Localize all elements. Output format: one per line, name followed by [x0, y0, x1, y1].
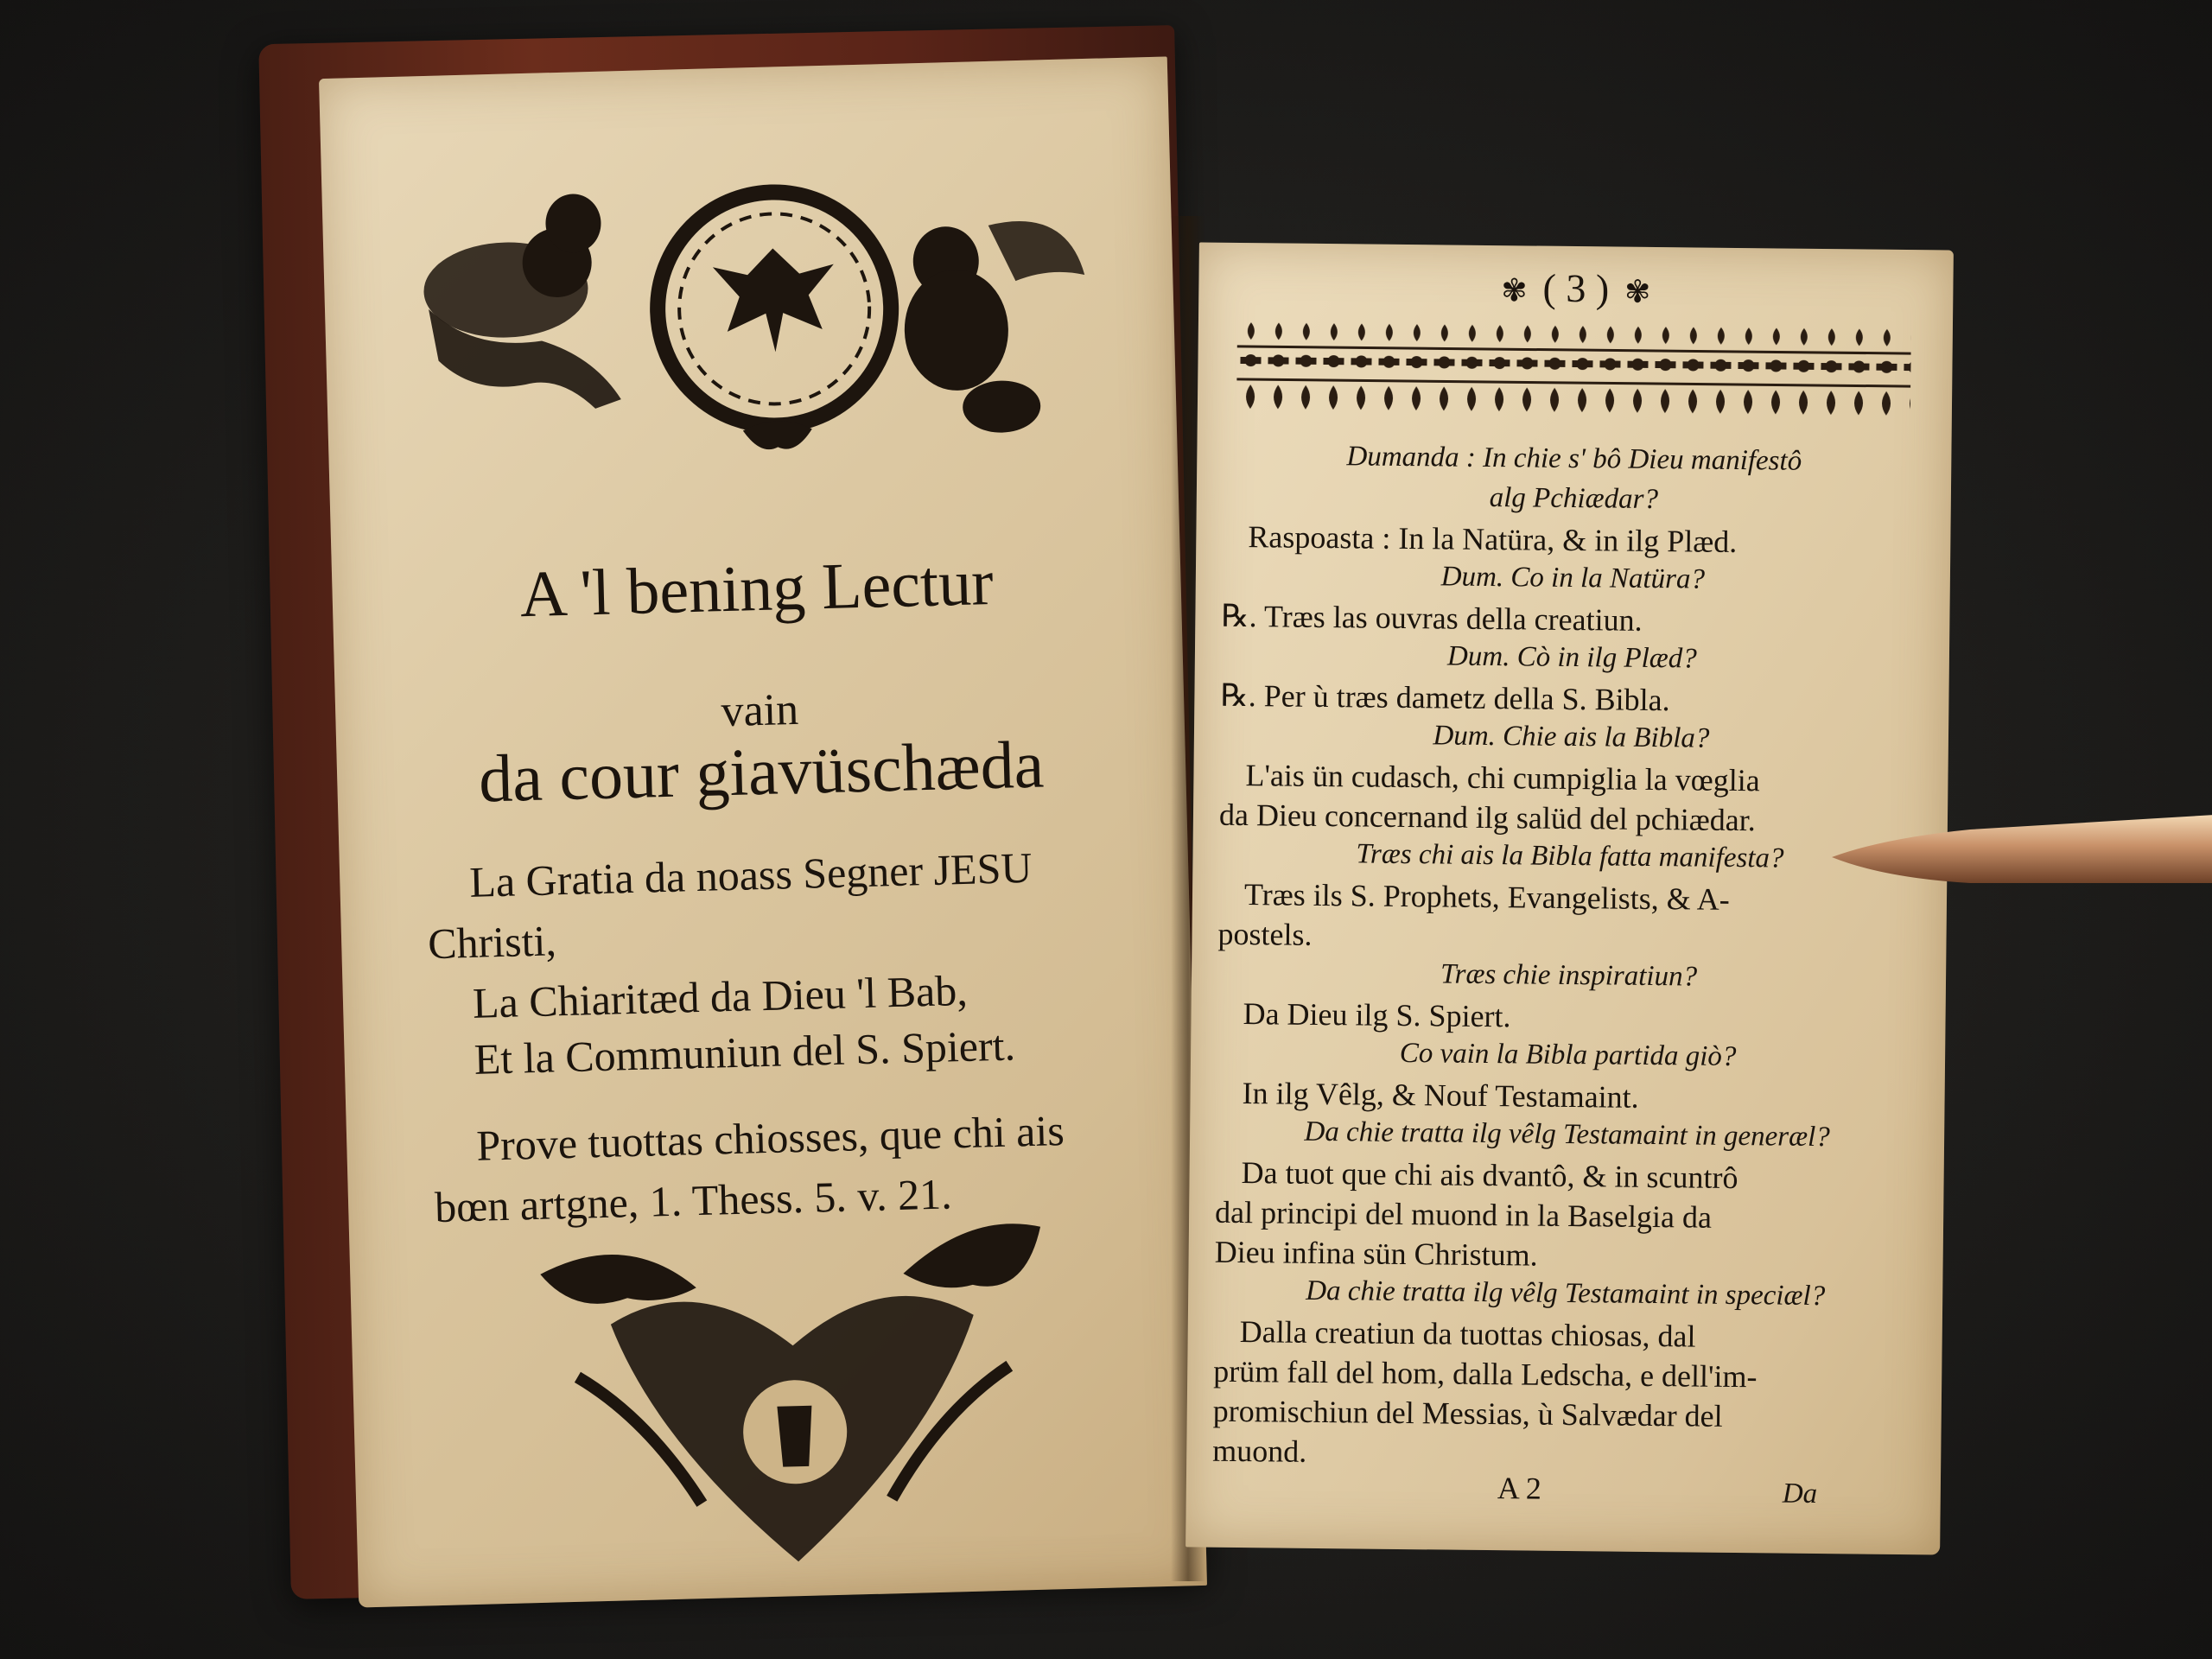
answer-line: Dieu infina sün Christum. — [1214, 1234, 1538, 1273]
text-line: Christi, — [427, 916, 557, 969]
answer-line: muond. — [1212, 1433, 1307, 1469]
signature-mark: A 2 — [1497, 1471, 1542, 1506]
answer-line: L'ais ün cudasch, chi cumpiglia la vœglia — [1245, 758, 1760, 798]
question-line: Dum. Chie ais la Bibla? — [1433, 720, 1710, 754]
brass-pointer — [1832, 804, 2212, 907]
text-line: La Chiaritæd da Dieu 'l Bab, — [472, 965, 969, 1027]
answer-line: dal principi del muond in la Baselgia da — [1214, 1194, 1713, 1235]
answer-line: promischiun del Messias, ù Salvædar del — [1212, 1393, 1723, 1433]
question-line: Da chie tratta ilg vêlg Testamaint in generæl? — [1304, 1116, 1830, 1154]
question-line: Dum. Cò in ilg Plæd? — [1446, 640, 1697, 675]
left-page — [319, 56, 1207, 1607]
page-number — [1198, 261, 1954, 315]
title-line-2: vain — [720, 684, 799, 737]
question-line: alg Pchiædar? — [1489, 482, 1659, 516]
answer-line: Raspoasta : In la Natüra, & in ilg Plæd. — [1248, 519, 1738, 560]
answer-line: ℞. Træs las ouvras della creatiun. — [1221, 598, 1643, 638]
text-line: Et la Communiun del S. Spiert. — [474, 1020, 1016, 1084]
question-line: Træs chi ais la Bibla fatta manifesta? — [1356, 838, 1784, 874]
answer-line: postels. — [1217, 916, 1313, 952]
text-line: La Gratia da noass Segner JESU — [468, 842, 1033, 906]
cherubs-eagle-woodcut — [390, 128, 1108, 509]
question-line: Træs chie inspiratiun? — [1440, 958, 1698, 993]
fleuron-icon: ✾ — [1501, 273, 1528, 309]
text-line: bœn artgne, 1. Thess. 5. v. 21. — [434, 1169, 953, 1232]
question-line: Co vain la Bibla partida giò? — [1399, 1037, 1737, 1073]
foliage-birds-woodcut — [522, 1209, 1067, 1586]
answer-line: Da tuot que chi ais dvantô, & in scuntrô — [1241, 1155, 1738, 1196]
answer-line: da Dieu concernand ilg salüd del pchiædar. — [1218, 797, 1756, 838]
answer-line: prüm fall del hom, dalla Ledscha, e dell'im- — [1213, 1353, 1758, 1395]
ornament-band — [1236, 319, 1911, 421]
answer-line: Dalla creatiun da tuottas chiosas, dal — [1239, 1314, 1696, 1354]
answer-line: Da Dieu ilg S. Spiert. — [1243, 996, 1511, 1034]
title-line-3: da cour giavüschæda — [478, 726, 1046, 817]
question-line: Da chie tratta ilg vêlg Testamaint in speciæl? — [1306, 1274, 1826, 1313]
catechism-text — [1199, 242, 1954, 1469]
question-line: Dumanda : In chie s' bô Dieu manifestô — [1346, 441, 1802, 477]
answer-line: In ilg Vêlg, & Nouf Testamaint. — [1242, 1076, 1639, 1115]
answer-line: Træs ils S. Prophets, Evangelists, & A- — [1243, 877, 1730, 917]
answer-line: ℞. Per ù træs dametz della S. Bibla. — [1220, 677, 1670, 718]
folio-text: ( 3 ) — [1542, 265, 1610, 311]
fleuron-icon: ✾ — [1624, 274, 1651, 310]
text-line: Prove tuottas chiosses, que chi ais — [475, 1106, 1065, 1170]
question-line: Dum. Co in la Natüra? — [1440, 561, 1706, 595]
title: A 'l bening Lectur — [518, 545, 995, 632]
catchword: Da — [1782, 1478, 1818, 1510]
